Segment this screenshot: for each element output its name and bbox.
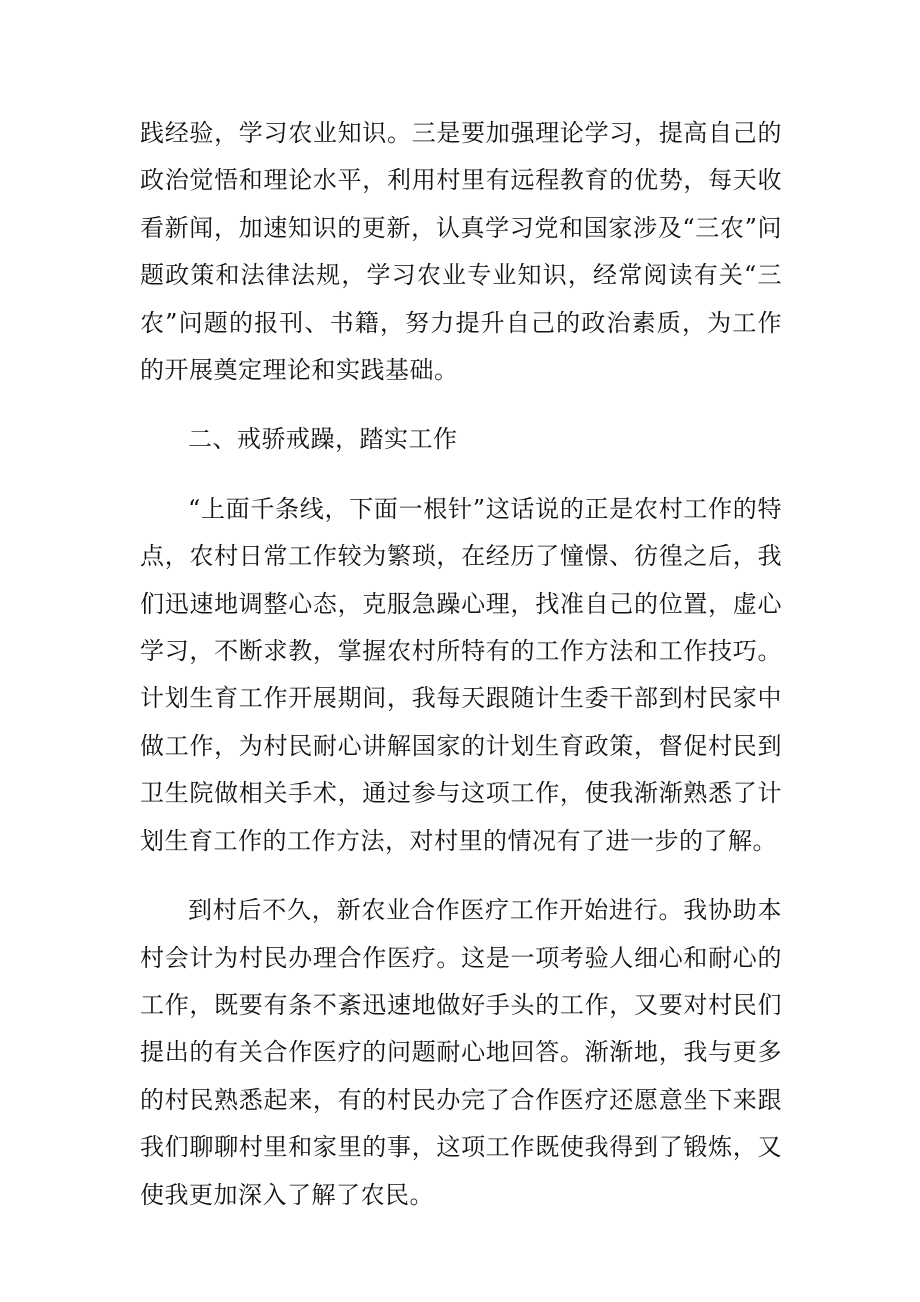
paragraph-body: “上面千条线，下面一根针”这话说的正是农村工作的特点，农村日常工作较为繁琐，在经历了憧憬、彷徨之后，我们迅速地调整心态，克服急躁心理，找准自己的位置，虚心学习，不断求教，掌握农村所特有的工作方法和工作技巧。计划生育工作开展期间，我每天跟随计生委干部到村民家中做工作，为村民耐心讲解国家的计划生育政策，督促村民到卫生院做相关手术，通过参与这项工作，使我渐渐熟悉了计划生育工作的工作方法，对村里的情况有了进一步的了解。 [140, 494, 782, 855]
document-page [140, 110, 782, 1219]
section-heading: 二、戒骄戒躁，踏实工作 [188, 425, 458, 454]
paragraph-body: 到村后不久，新农业合作医疗工作开始进行。我协助本村会计为村民办理合作医疗。这是一项考验人细心和耐心的工作，既要有条不紊迅速地做好手头的工作，又要对村民们提出的有关合作医疗的问题耐心地回答。渐渐地，我与更多的村民熟悉起来，有的村民办完了合作医疗还愿意坐下来跟我们聊聊村里和家里的事，这项工作既使我得到了锻炼，又使我更加深入了解了农民。 [140, 896, 782, 1209]
paragraph-continuation: 践经验，学习农业知识。三是要加强理论学习，提高自己的政治觉悟和理论水平，利用村里有远程教育的优势，每天收看新闻，加速知识的更新，认真学习党和国家涉及“三农”问题政策和法律法规，学习农业专业知识，经常阅读有关“三农”问题的报刊、书籍，努力提升自己的政治素质，为工作的开展奠定理论和实践基础。 [140, 119, 782, 385]
